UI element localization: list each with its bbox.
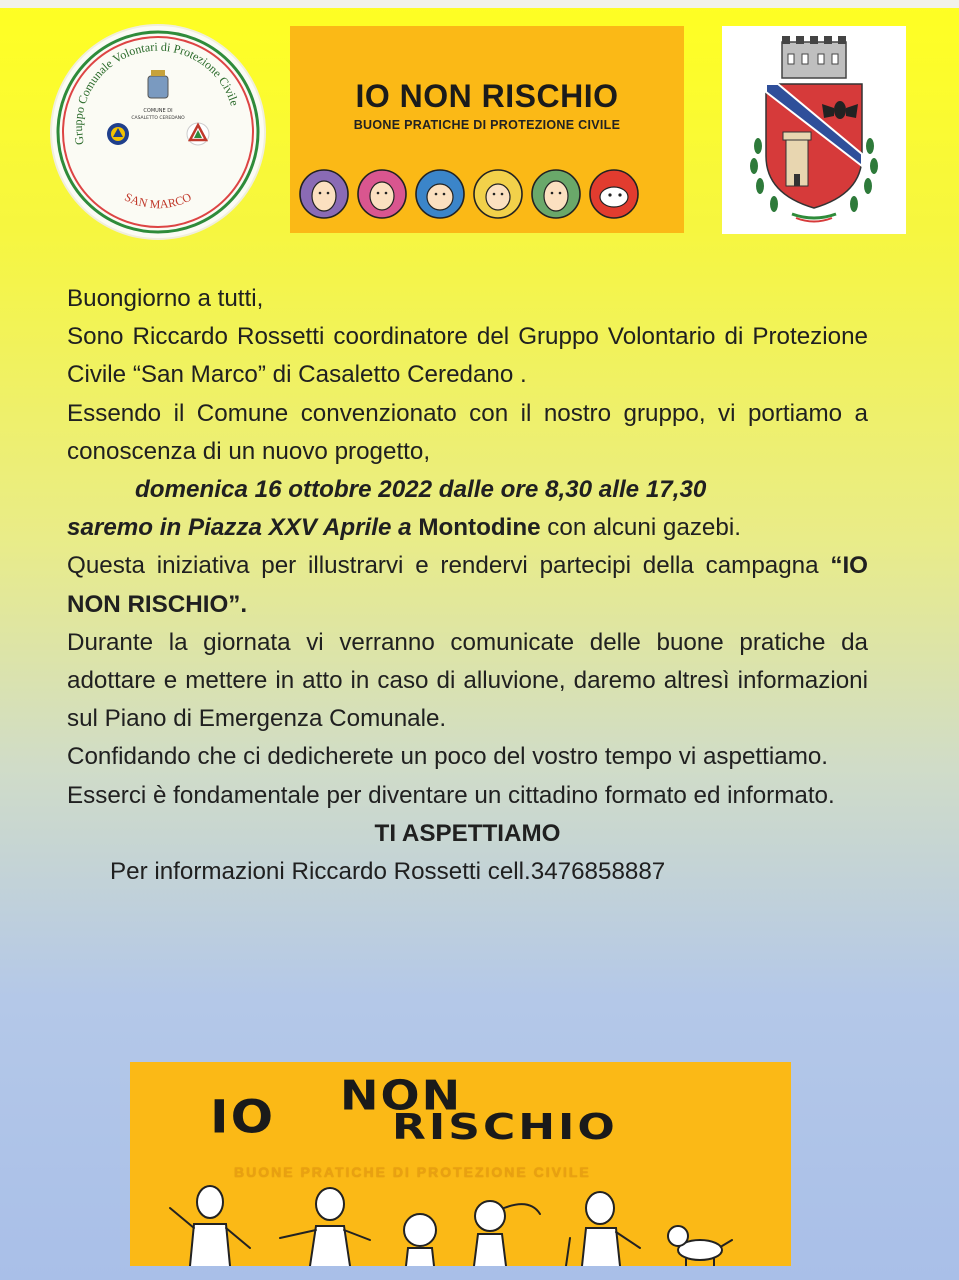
contact-info: Per informazioni Riccardo Rossetti cell.3476858887 [110, 858, 666, 886]
cartoon-family-icon [130, 1178, 791, 1266]
event-place-prefix: saremo in Piazza XXV Aprile a [67, 514, 412, 542]
volunteer-group-seal [52, 26, 264, 238]
paragraph-time: Confidando che ci dedicherete un poco del vostro tempo vi aspettiamo. [67, 743, 829, 771]
seal-center-line-2: CASALETTO CEREDANO [131, 116, 185, 121]
event-date-line: domenica 16 ottobre 2022 dalle ore 8,30 alle 17,30 [135, 476, 707, 504]
event-place-line [67, 509, 868, 547]
greeting: Buongiorno a tutti, [67, 285, 264, 312]
event-place-suffix: con alcuni gazebi. [540, 514, 741, 542]
svg-text:SAN MARCO [123, 190, 194, 212]
campaign-intro: Questa iniziativa per illustrarvi e rendervi partecipi della campagna [67, 552, 831, 580]
banner-subtitle: BUONE PRATICHE DI PROTEZIONE CIVILE [353, 118, 621, 132]
footer-word-io: IO [210, 1090, 276, 1144]
io-non-rischio-footer-banner [130, 1062, 791, 1266]
footer-subtitle: BUONE PRATICHE DI PROTEZIONE CIVILE [234, 1164, 591, 1180]
campaign-name: “IO NON RISCHIO”. [67, 552, 868, 618]
coat-of-arms [722, 26, 906, 234]
footer-word-rischio: RISCHIO [392, 1107, 618, 1148]
letter-body [67, 280, 868, 891]
paragraph-practices: Durante la giornata vi verranno comunicate delle buone pratiche da adottare e mettere in atto in caso di alluvione, daremo altresì informazioni sul Piano di Emergenza Comunale. [67, 628, 868, 733]
seal-emblem-icon [52, 26, 264, 238]
cartoon-faces-icon [290, 166, 684, 222]
top-strip [0, 0, 959, 8]
seal-center-line-1: COMUNE DI [143, 108, 173, 114]
seal-ring-text: Gruppo Comunale Volontari di Protezione Civile [70, 39, 242, 147]
footer-word-non: NON [340, 1070, 463, 1120]
seal-bottom-text: SAN MARCO [122, 189, 194, 212]
event-town: Montodine [418, 514, 541, 542]
paragraph-campaign [67, 547, 868, 623]
paragraph-importance: Esserci è fondamentale per diventare un cittadino formato ed informato. [67, 781, 835, 809]
paragraph-project: Essendo il Comune convenzionato con il nostro gruppo, vi portiamo a conoscenza di un nuovo progetto, [67, 399, 868, 465]
banner-title: IO NON RISCHIO [355, 78, 619, 114]
closing-line: TI ASPETTIAMO [374, 819, 561, 847]
paragraph-intro: Sono Riccardo Rossetti coordinatore del Gruppo Volontario di Protezione Civile “San Marco” di Casaletto Ceredano . [67, 323, 868, 389]
io-non-rischio-banner [290, 26, 684, 233]
coat-of-arms-icon [722, 26, 906, 234]
